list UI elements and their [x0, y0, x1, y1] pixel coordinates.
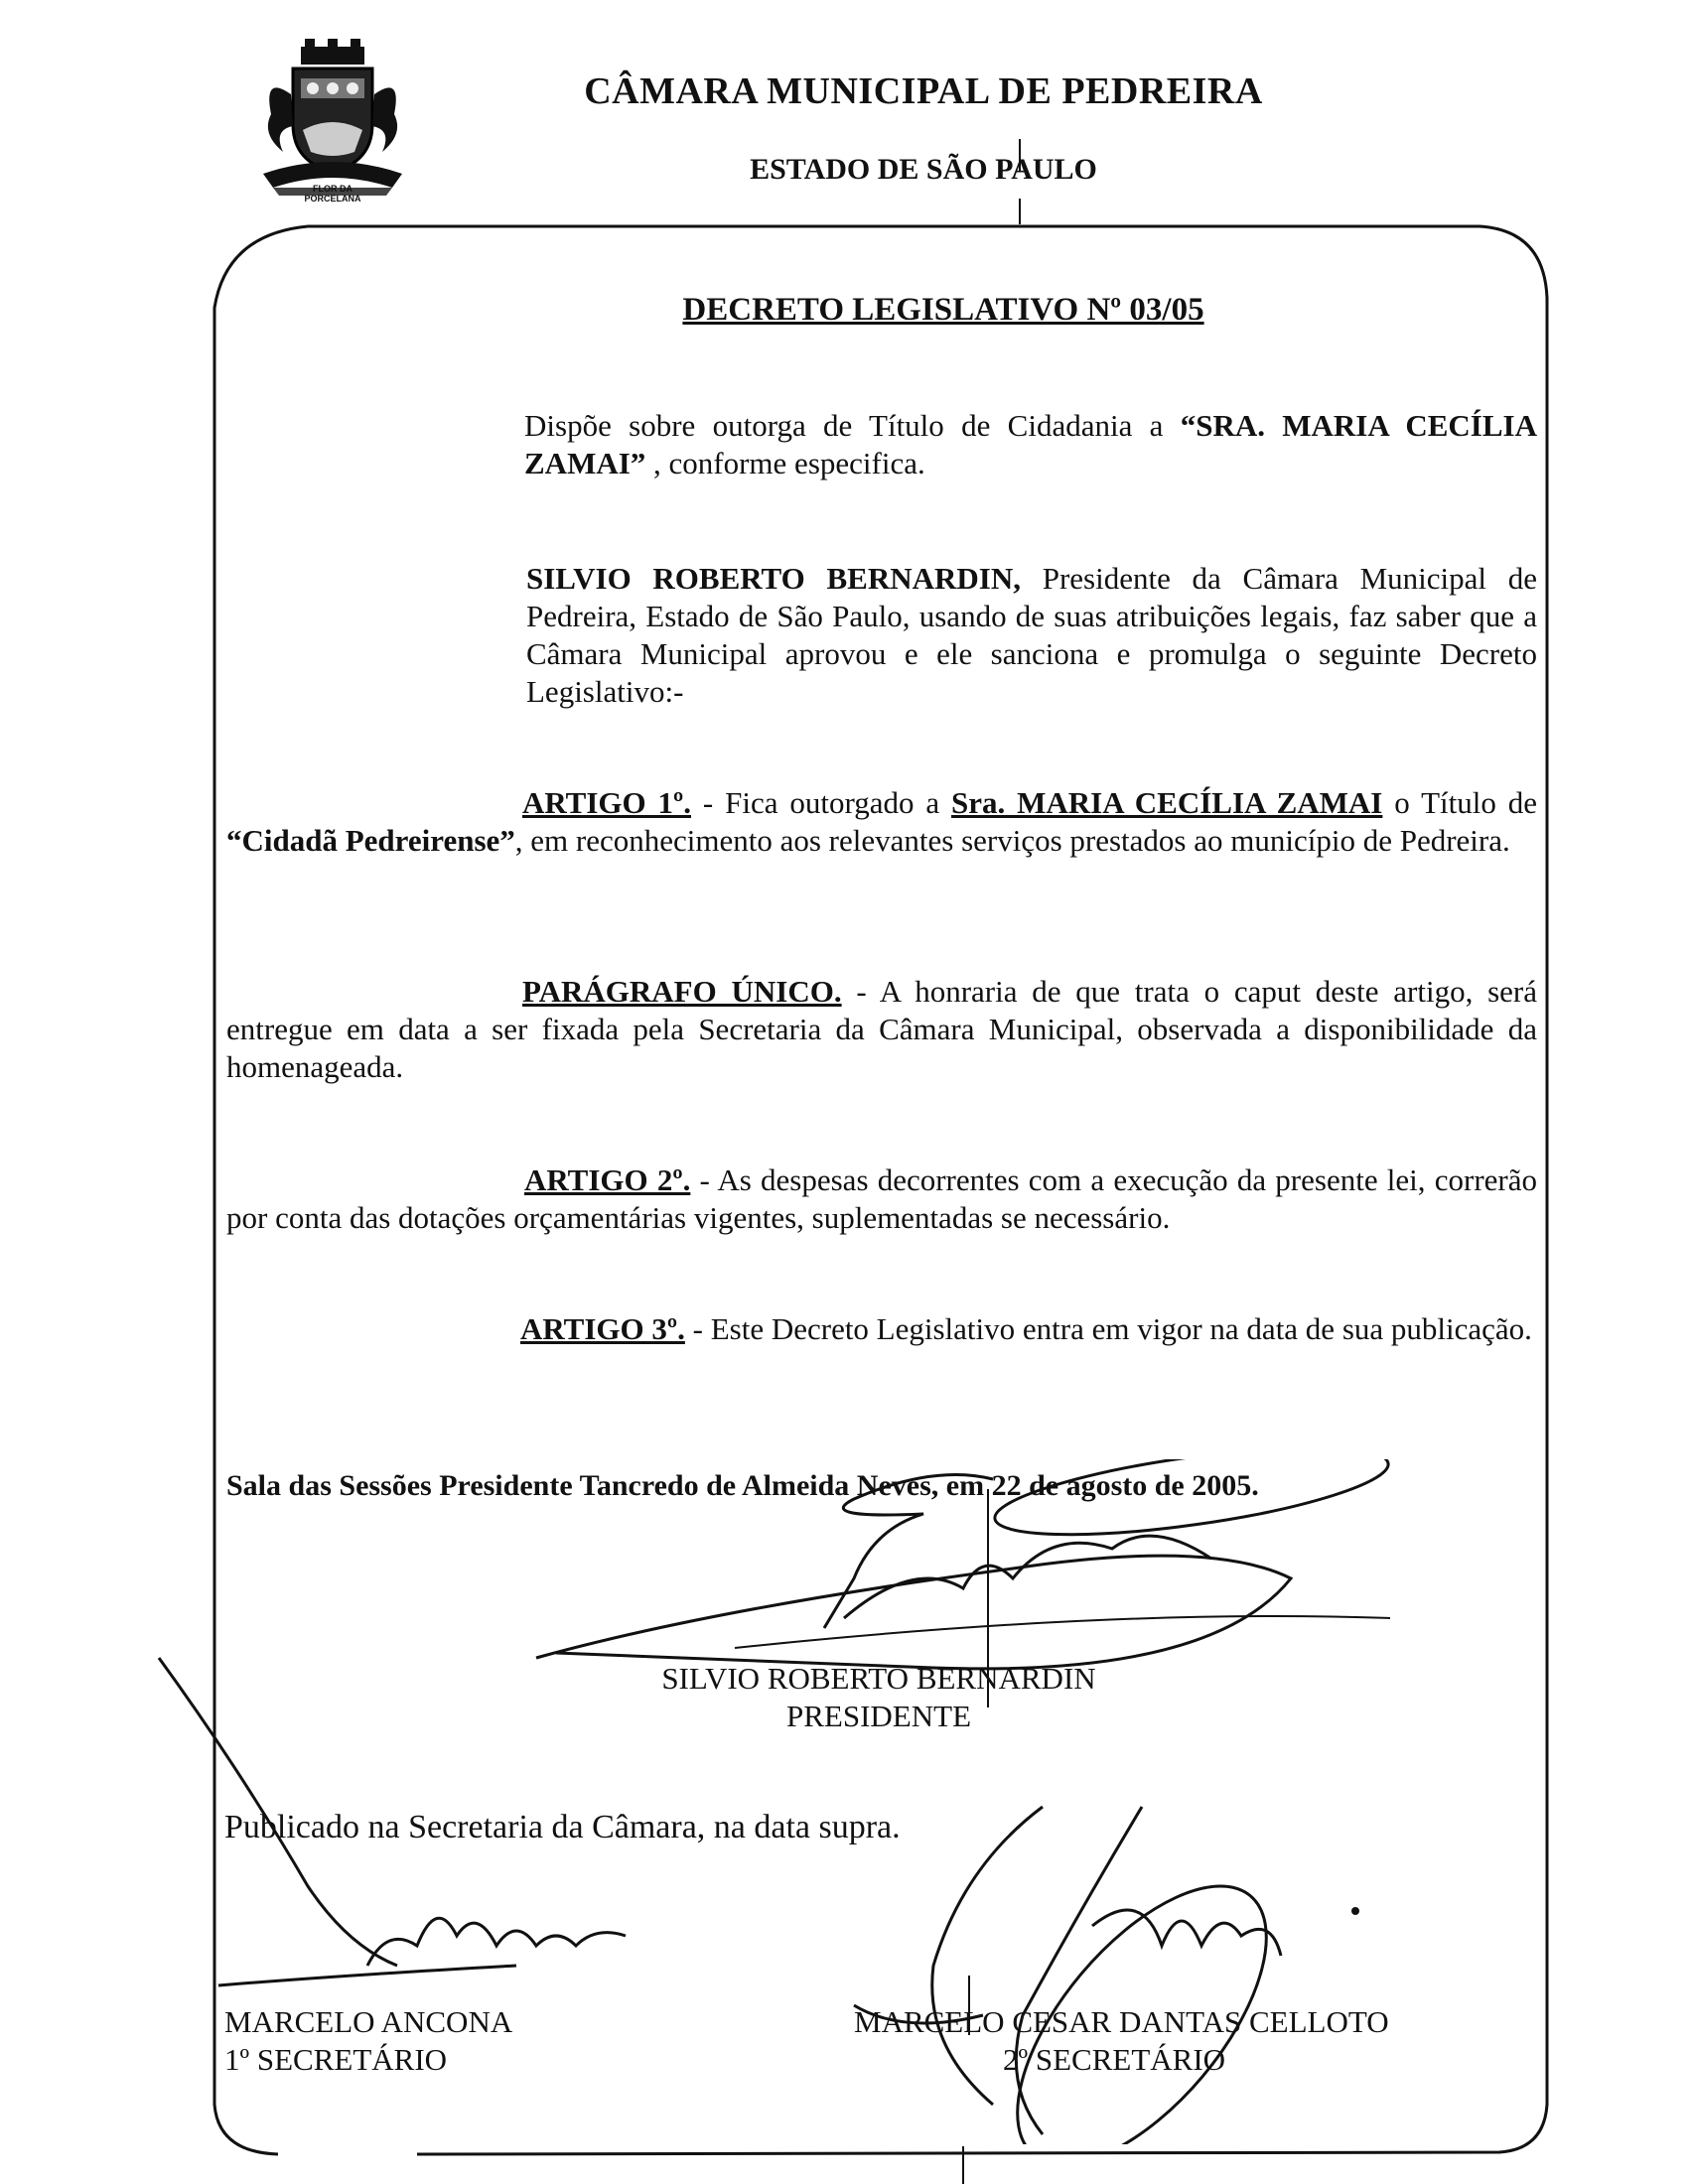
preamble-paragraph	[526, 560, 1537, 711]
secretary-1-name: MARCELO ANCONA	[224, 2004, 513, 2039]
institution-title: CÂMARA MUNICIPAL DE PEDREIRA	[584, 70, 1263, 112]
article-1-title-name: “Cidadã Pedreirense”	[226, 823, 515, 858]
article-3-text: - Este Decreto Legislativo entra em vigor na data de sua publicação.	[684, 1311, 1532, 1346]
president-role: PRESIDENTE	[786, 1699, 971, 1733]
summary-text: Dispõe sobre outorga de Título de Cidadania a	[524, 408, 1181, 443]
secretary-2-signature-scribble	[844, 1787, 1400, 2144]
article-3	[226, 1310, 1537, 1348]
decree-title: DECRETO LEGISLATIVO Nº 03/05	[682, 292, 1204, 328]
state-subtitle: ESTADO DE SÃO PAULO	[750, 153, 1097, 186]
crest-caption-2: PORCELANA	[304, 194, 361, 204]
summary-paragraph	[524, 407, 1537, 482]
article-2-label: ARTIGO 2º.	[524, 1162, 691, 1197]
summary-suffix: , conforme especifica.	[645, 446, 925, 480]
article-2-text: - As despesas decorrentes com a execução da presente lei, correrão por conta das dotações orçamentárias vigentes, suplementadas se necessário.	[226, 1162, 1537, 1235]
article-2	[226, 1161, 1537, 1237]
preamble-text: Presidente da Câmara Municipal de Pedreira, Estado de São Paulo, usando de suas atribuições legais, faz saber que a Câmara Municipal aprovou e ele sanciona e promulga o seguinte Decreto Legislativo:-	[526, 561, 1537, 709]
secretary-2-name: MARCELO CESAR DANTAS CELLOTO	[854, 2004, 1389, 2039]
president-name: SILVIO ROBERTO BERNARDIN	[661, 1661, 1096, 1696]
article-1-label: ARTIGO 1º.	[522, 785, 692, 820]
summary-honoree: “SRA. MARIA CECÍLIA ZAMAI”	[524, 408, 1537, 480]
paragraph-unico-label: PARÁGRAFO ÚNICO.	[522, 974, 842, 1009]
president-name-inline: SILVIO ROBERTO BERNARDIN,	[526, 561, 1021, 596]
article-1-text-c: , em reconhecimento aos relevantes serviços prestados ao município de Pedreira.	[514, 823, 1510, 858]
article-1	[226, 784, 1537, 860]
secretary-1-role: 1º SECRETÁRIO	[224, 2042, 448, 2077]
secretary-2-role: 2º SECRETÁRIO	[1003, 2042, 1226, 2077]
session-line: Sala das Sessões Presidente Tancredo de Almeida Neves, em 22 de agosto de 2005.	[226, 1469, 1259, 1502]
article-1-honoree: Sra. MARIA CECÍLIA ZAMAI	[951, 785, 1383, 820]
secretary-1-signature-scribble	[139, 1648, 695, 2005]
paragraph-unico-text: - A honraria de que trata o caput deste artigo, será entregue em data a ser fixada pela Secretaria da Câmara Municipal, observada a disponibilidade da homenageada.	[226, 974, 1537, 1084]
crest-caption-1: FLOR DA	[313, 184, 352, 194]
paragraph-unico	[226, 973, 1537, 1086]
article-1-text-b: o Título de	[1382, 785, 1537, 820]
article-3-label: ARTIGO 3º.	[520, 1311, 685, 1346]
article-1-text-a: - Fica outorgado a	[691, 785, 951, 820]
published-line: Publicado na Secretaria da Câmara, na data supra.	[224, 1809, 901, 1845]
